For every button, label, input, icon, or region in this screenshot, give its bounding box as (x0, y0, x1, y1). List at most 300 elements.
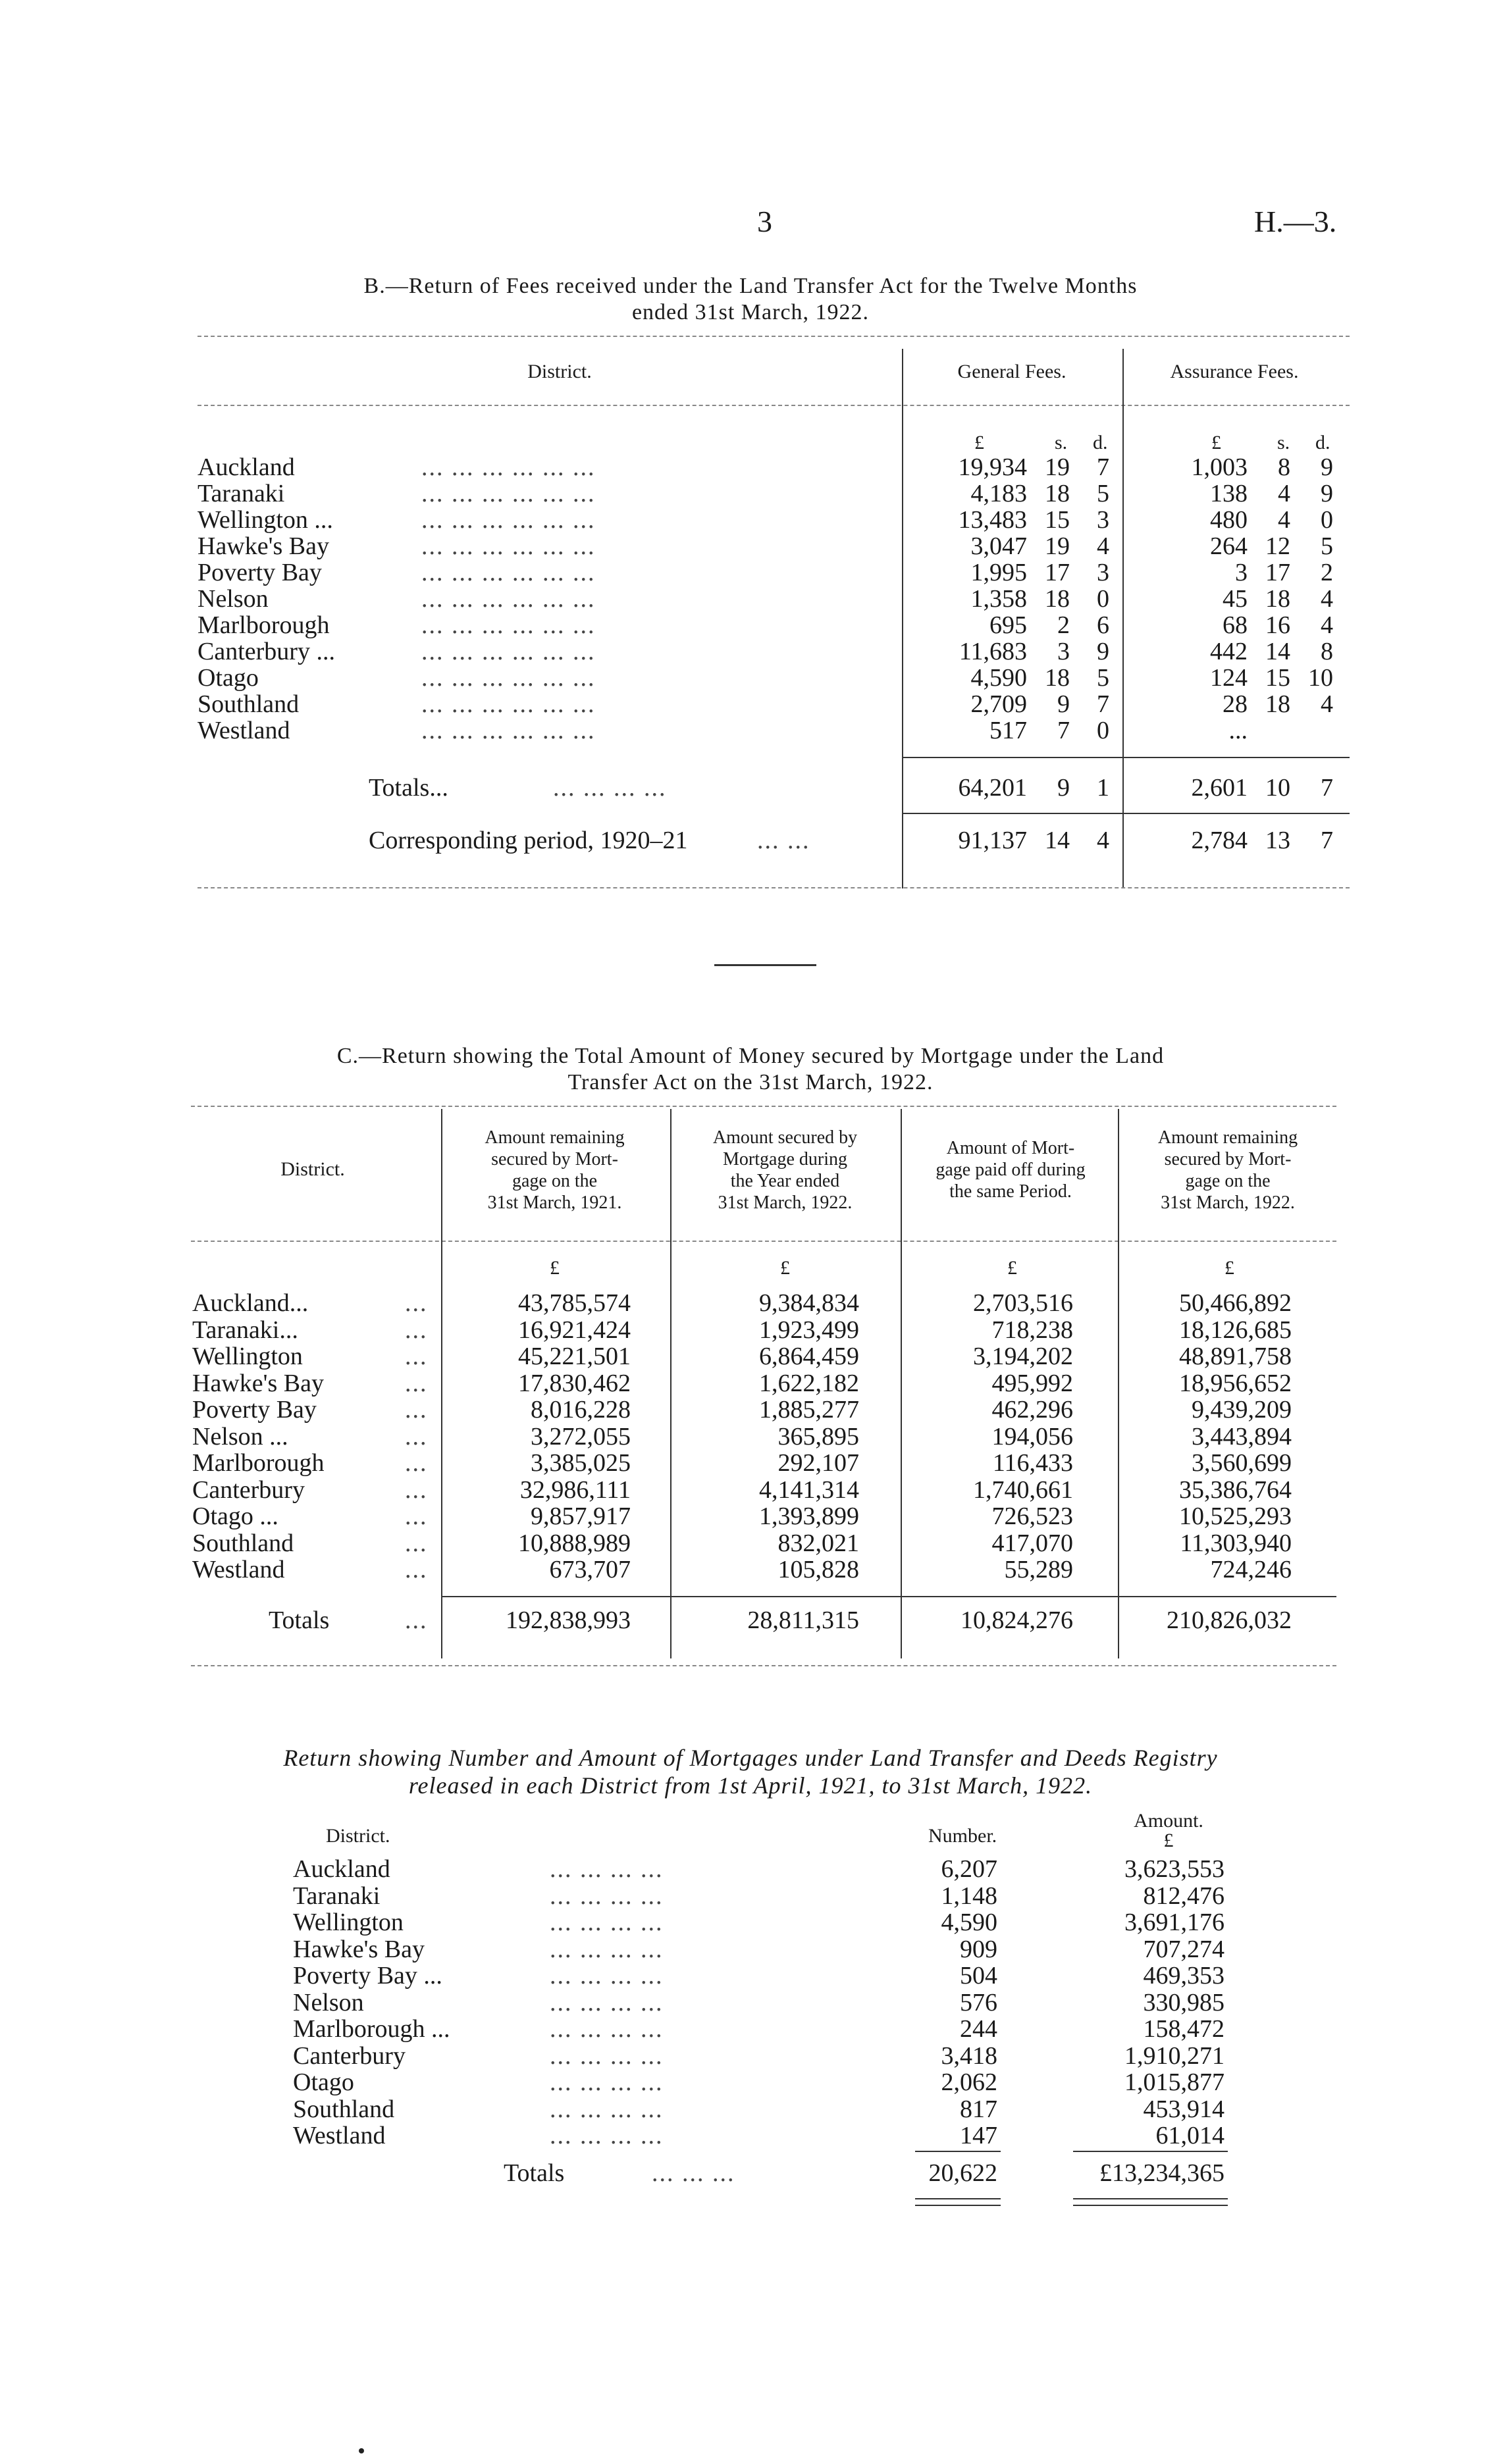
assurance-fees-pounds: 1,003 (1191, 453, 1248, 481)
total-count: 20,622 (928, 2159, 997, 2187)
general-fees-shillings: 7 (1057, 717, 1070, 744)
general-fees-pounds: 13,483 (958, 506, 1027, 534)
header-line: Amount of Mort- (946, 1138, 1075, 1158)
amount-label: Amount. (1134, 1810, 1203, 1832)
table-row (0, 1555, 1501, 1581)
table-row (0, 584, 1501, 611)
table-row (0, 690, 1501, 716)
paid-off: 116,433 (992, 1449, 1073, 1477)
assurance-fees-shillings: 12 (1265, 532, 1290, 560)
district-name: Taranaki (293, 1882, 381, 1910)
mortgage-count: 3,418 (941, 2042, 997, 2070)
previous-period-row (0, 826, 1501, 852)
assurance-fees-pence: 10 (1308, 664, 1333, 692)
mortgage-amount: 1,015,877 (1124, 2068, 1224, 2096)
total-assurance-pounds: 2,601 (1191, 774, 1248, 802)
section-d-title-line2: released in each District from 1st April, 1921, to 31st March, 1922. (408, 1772, 1093, 1799)
district-name: Hawke's Bay (192, 1370, 324, 1397)
general-fees-pence: 9 (1097, 638, 1109, 665)
assurance-fees-pounds: 68 (1223, 611, 1248, 639)
divider (915, 2151, 1001, 2152)
district-name: Otago (293, 2068, 354, 2096)
header-line: Amount remaining (1157, 1127, 1298, 1148)
table-row (0, 1988, 1501, 2015)
general-fees-shillings: 3 (1057, 638, 1070, 665)
mortgage-amount: 469,353 (1143, 1962, 1224, 1989)
totals-label: Totals... (369, 774, 448, 802)
leader-dots: ... (405, 1316, 428, 1344)
remaining-1921: 16,921,424 (518, 1316, 631, 1344)
column-header-district: District. (280, 1158, 345, 1180)
leader-dots: ... ... (757, 827, 810, 854)
table-row (0, 637, 1501, 663)
section-separator (714, 964, 816, 966)
assurance-fees-pence: 5 (1321, 532, 1333, 560)
district-name: Westland (198, 717, 290, 744)
remaining-1921: 10,888,989 (518, 1529, 631, 1557)
secured-during-year: 6,864,459 (759, 1343, 859, 1370)
assurance-fees-shillings: 17 (1265, 559, 1290, 586)
table-row (0, 2041, 1501, 2068)
district-name: Wellington (192, 1343, 303, 1370)
general-fees-shillings: 19 (1045, 532, 1070, 560)
divider (198, 405, 1350, 406)
table-row (0, 2121, 1501, 2147)
previous-general-shillings: 14 (1045, 827, 1070, 854)
page-number: 3 (757, 205, 772, 238)
general-fees-pounds: 4,590 (970, 664, 1027, 692)
district-name: Taranaki... (192, 1316, 298, 1344)
assurance-fees-pounds: 45 (1223, 585, 1248, 613)
secured-during-year: 365,895 (777, 1423, 859, 1450)
leader-dots: ... (405, 1476, 428, 1504)
remaining-1922: 48,891,758 (1179, 1343, 1292, 1370)
remaining-1921: 673,707 (549, 1556, 631, 1583)
total-general-pence: 1 (1097, 774, 1109, 802)
mortgage-count: 2,062 (941, 2068, 997, 2096)
leader-dots: ... (405, 1343, 428, 1370)
totals-row (0, 773, 1501, 800)
section-c-title (151, 1043, 1350, 1096)
secured-during-year: 292,107 (777, 1449, 859, 1477)
leader-dots: ... (405, 1606, 428, 1634)
unit-pence: d. (1093, 432, 1108, 453)
leader-dots: ... (405, 1529, 428, 1557)
district-name: Otago ... (192, 1502, 278, 1530)
unit-pounds: £ (1163, 1830, 1174, 1851)
mortgage-amount: 330,985 (1143, 1989, 1224, 2016)
paid-off: 2,703,516 (973, 1289, 1073, 1317)
leader-dots: ... ... ... ... (550, 2042, 664, 2070)
mortgage-amount: 158,472 (1143, 2015, 1224, 2043)
assurance-fees-pounds: 442 (1210, 638, 1248, 665)
leader-dots: ... ... ... ... ... ... (421, 717, 596, 744)
table-row (0, 1502, 1501, 1528)
header-line: gage on the (512, 1171, 598, 1191)
total-amount: £13,234,365 (1099, 2159, 1224, 2187)
leader-dots: ... (405, 1370, 428, 1397)
mortgage-count: 1,148 (941, 1882, 997, 1910)
remaining-1921: 3,272,055 (531, 1423, 631, 1450)
previous-general-pounds: 91,137 (958, 827, 1027, 854)
unit-pounds: £ (780, 1257, 790, 1279)
general-fees-pounds: 517 (989, 717, 1027, 744)
mortgage-amount: 3,691,176 (1124, 1909, 1224, 1936)
column-header-remaining-1922 (1119, 1127, 1336, 1214)
table-row (0, 2015, 1501, 2041)
general-fees-shillings: 17 (1045, 559, 1070, 586)
section-b-title-line1: B.—Return of Fees received under the Land Transfer Act for the Twelve Months (363, 274, 1138, 298)
general-fees-pounds: 1,358 (970, 585, 1027, 613)
assurance-fees-pounds: 264 (1210, 532, 1248, 560)
leader-dots: ... ... ... ... ... ... (421, 480, 596, 507)
previous-period-label: Corresponding period, 1920–21 (369, 827, 688, 854)
district-name: Hawke's Bay (198, 532, 329, 560)
leader-dots: ... ... ... ... ... ... (421, 638, 596, 665)
general-fees-shillings: 19 (1045, 453, 1070, 481)
leader-dots: ... ... ... ... ... ... (421, 453, 596, 481)
unit-pence: d. (1315, 432, 1330, 453)
paid-off: 718,238 (991, 1316, 1073, 1344)
mortgage-amount: 453,914 (1143, 2095, 1224, 2123)
column-header-general-fees: General Fees. (957, 361, 1066, 382)
table-row (0, 1342, 1501, 1368)
remaining-1922: 3,443,894 (1192, 1423, 1292, 1450)
district-name: Westland (192, 1556, 285, 1583)
table-row (0, 1316, 1501, 1342)
general-fees-pence: 4 (1097, 532, 1109, 560)
table-row (0, 1289, 1501, 1315)
general-fees-pounds: 2,709 (970, 690, 1027, 718)
leader-dots: ... ... ... ... ... ... (421, 664, 596, 692)
mortgage-count: 244 (960, 2015, 997, 2043)
remaining-1922: 35,386,764 (1179, 1476, 1292, 1504)
secured-during-year: 4,141,314 (759, 1476, 859, 1504)
section-b-title-line2: ended 31st March, 1922. (631, 300, 870, 324)
assurance-fees-shillings: 16 (1265, 611, 1290, 639)
divider (191, 1241, 1336, 1242)
table-row (0, 1422, 1501, 1449)
assurance-fees-shillings: 18 (1265, 585, 1290, 613)
leader-dots: ... ... ... ... ... ... (421, 506, 596, 534)
column-header-assurance-fees: Assurance Fees. (1170, 361, 1299, 382)
district-name: Marlborough (198, 611, 330, 639)
remaining-1922: 11,303,940 (1180, 1529, 1292, 1557)
remaining-1922: 9,439,209 (1192, 1396, 1292, 1424)
section-c-title-line1: C.—Return showing the Total Amount of Money secured by Mortgage under the Land (336, 1044, 1165, 1068)
assurance-fees-pounds: 124 (1210, 664, 1248, 692)
total-paid-off: 10,824,276 (961, 1606, 1073, 1634)
remaining-1921: 45,221,501 (518, 1343, 631, 1370)
header-line: Amount remaining (485, 1127, 625, 1148)
assurance-fees-shillings: 4 (1278, 506, 1290, 534)
divider (1073, 2198, 1228, 2199)
leader-dots: ... ... ... ... (550, 1909, 664, 1936)
divider (1073, 2151, 1228, 2152)
column-header-number: Number. (928, 1825, 997, 1847)
table-row (0, 532, 1501, 558)
section-d-title (151, 1744, 1350, 1799)
divider (198, 887, 1350, 888)
general-fees-pence: 6 (1097, 611, 1109, 639)
general-fees-pounds: 1,995 (970, 559, 1027, 586)
total-assurance-shillings: 10 (1265, 774, 1290, 802)
divider (441, 1596, 1336, 1597)
section-d-title-line1: Return showing Number and Amount of Mortgages under Land Transfer and Deeds Registry (283, 1745, 1218, 1771)
assurance-fees-pounds: 138 (1210, 480, 1248, 507)
mortgage-count: 817 (960, 2095, 997, 2123)
table-row (0, 716, 1501, 742)
leader-dots: ... ... ... ... (550, 1989, 664, 2016)
table-row (0, 1476, 1501, 1502)
unit-pounds: £ (1224, 1257, 1234, 1279)
table-row (0, 1935, 1501, 1961)
district-name: Canterbury (192, 1476, 305, 1504)
unit-shillings: s. (1277, 432, 1290, 453)
table-row (0, 479, 1501, 505)
general-fees-shillings: 18 (1045, 585, 1070, 613)
general-fees-shillings: 18 (1045, 480, 1070, 507)
district-name: Canterbury ... (198, 638, 335, 665)
divider (191, 1106, 1336, 1107)
column-header-remaining-1921 (441, 1127, 668, 1214)
header-line: 31st March, 1921. (487, 1193, 622, 1213)
district-name: Wellington ... (198, 506, 333, 534)
district-name: Nelson (293, 1989, 364, 2016)
mortgage-count: 4,590 (941, 1909, 997, 1936)
unit-pounds: £ (1211, 432, 1221, 453)
general-fees-pence: 0 (1097, 717, 1109, 744)
district-name: Auckland (293, 1855, 390, 1883)
totals-label: Totals (504, 2159, 565, 2187)
district-name: Taranaki (198, 480, 285, 507)
district-name: Marlborough ... (293, 2015, 450, 2043)
column-header-secured-during-year (672, 1127, 899, 1214)
mortgage-amount: 707,274 (1143, 1936, 1224, 1963)
secured-during-year: 1,923,499 (759, 1316, 859, 1344)
divider (915, 2205, 1001, 2206)
paid-off: 1,740,661 (973, 1476, 1073, 1504)
column-header-amount (1119, 1811, 1218, 1851)
remaining-1921: 32,986,111 (519, 1476, 631, 1504)
unit-pounds: £ (974, 432, 984, 453)
column-header-district: District. (527, 361, 592, 382)
district-name: Wellington (293, 1909, 404, 1936)
secured-during-year: 1,622,182 (759, 1370, 859, 1397)
leader-dots: ... ... ... ... (550, 2015, 664, 2043)
district-name: Nelson ... (192, 1423, 288, 1450)
general-fees-pence: 0 (1097, 585, 1109, 613)
paid-off: 55,289 (1004, 1556, 1073, 1583)
table-row (0, 2068, 1501, 2094)
general-fees-pence: 7 (1097, 690, 1109, 718)
general-fees-pounds: 3,047 (970, 532, 1027, 560)
secured-during-year: 105,828 (777, 1556, 859, 1583)
total-remaining-1921: 192,838,993 (506, 1606, 631, 1634)
previous-assurance-pence: 7 (1321, 827, 1333, 854)
assurance-fees-pence: 4 (1321, 690, 1333, 718)
secured-during-year: 1,885,277 (759, 1396, 859, 1424)
table-row (0, 1529, 1501, 1555)
assurance-fees-pence: 4 (1321, 585, 1333, 613)
general-fees-pounds: 11,683 (959, 638, 1027, 665)
paid-off: 194,056 (991, 1423, 1073, 1450)
general-fees-shillings: 18 (1045, 664, 1070, 692)
district-name: Poverty Bay (192, 1396, 317, 1424)
table-row (0, 1369, 1501, 1395)
table-row (0, 1395, 1501, 1422)
general-fees-shillings: 15 (1045, 506, 1070, 534)
general-fees-pence: 5 (1097, 480, 1109, 507)
general-fees-pounds: 695 (989, 611, 1027, 639)
assurance-fees-pence: 8 (1321, 638, 1333, 665)
district-name: Southland (198, 690, 300, 718)
leader-dots: ... ... ... ... (550, 2095, 664, 2123)
totals-row (0, 2159, 1501, 2185)
previous-assurance-pounds: 2,784 (1191, 827, 1248, 854)
unit-shillings: s. (1055, 432, 1068, 453)
column-header-district: District. (326, 1825, 390, 1847)
column-header-paid-off (902, 1137, 1119, 1202)
leader-dots: ... ... ... ... (550, 1855, 664, 1883)
assurance-fees-pounds: ... (1228, 717, 1248, 744)
totals-label: Totals (269, 1606, 330, 1634)
table-row (0, 558, 1501, 584)
ink-dot (359, 2448, 364, 2453)
mortgage-count: 576 (960, 1989, 997, 2016)
mortgage-count: 6,207 (941, 1855, 997, 1883)
district-name: Auckland (198, 453, 295, 481)
header-line: gage paid off during (935, 1160, 1086, 1180)
paid-off: 3,194,202 (973, 1343, 1073, 1370)
table-row (0, 2095, 1501, 2121)
table-row (0, 1449, 1501, 1475)
header-line: the same Period. (949, 1181, 1072, 1202)
remaining-1922: 724,246 (1210, 1556, 1292, 1583)
total-remaining-1922: 210,826,032 (1167, 1606, 1292, 1634)
page-reference: H.—3. (1254, 205, 1337, 238)
remaining-1921: 9,857,917 (531, 1502, 631, 1530)
leader-dots: ... ... ... ... (553, 774, 667, 802)
total-secured-during-year: 28,811,315 (747, 1606, 859, 1634)
remaining-1921: 3,385,025 (531, 1449, 631, 1477)
header-line: secured by Mort- (1164, 1149, 1292, 1169)
general-fees-shillings: 2 (1057, 611, 1070, 639)
leader-dots: ... ... ... (652, 2159, 735, 2187)
leader-dots: ... ... ... ... (550, 2122, 664, 2149)
mortgage-amount: 3,623,553 (1124, 1855, 1224, 1883)
table-row (0, 611, 1501, 637)
assurance-fees-pence: 9 (1321, 480, 1333, 507)
assurance-fees-shillings: 4 (1278, 480, 1290, 507)
total-general-pounds: 64,201 (958, 774, 1027, 802)
divider (198, 336, 1350, 337)
leader-dots: ... ... ... ... ... ... (421, 532, 596, 560)
assurance-fees-shillings: 8 (1278, 453, 1290, 481)
district-name: Nelson (198, 585, 269, 613)
leader-dots: ... ... ... ... (550, 1936, 664, 1963)
paid-off: 726,523 (991, 1502, 1073, 1530)
assurance-fees-shillings: 18 (1265, 690, 1290, 718)
district-name: Southland (293, 2095, 395, 2123)
leader-dots: ... (405, 1289, 428, 1317)
header-line: Mortgage during (723, 1149, 847, 1169)
leader-dots: ... ... ... ... (550, 2068, 664, 2096)
leader-dots: ... (405, 1556, 428, 1583)
section-b-title (151, 273, 1350, 326)
assurance-fees-pence: 4 (1321, 611, 1333, 639)
table-row (0, 1855, 1501, 1881)
previous-general-pence: 4 (1097, 827, 1109, 854)
divider (191, 1665, 1336, 1666)
divider (902, 757, 1350, 758)
mortgage-count: 147 (960, 2122, 997, 2149)
leader-dots: ... ... ... ... ... ... (421, 611, 596, 639)
section-c-title-line2: Transfer Act on the 31st March, 1922. (567, 1070, 934, 1094)
leader-dots: ... (405, 1423, 428, 1450)
leader-dots: ... (405, 1396, 428, 1424)
general-fees-pence: 5 (1097, 664, 1109, 692)
leader-dots: ... ... ... ... (550, 1962, 664, 1989)
assurance-fees-pounds: 480 (1210, 506, 1248, 534)
assurance-fees-pounds: 3 (1235, 559, 1248, 586)
paid-off: 417,070 (991, 1529, 1073, 1557)
previous-assurance-shillings: 13 (1265, 827, 1290, 854)
total-general-shillings: 9 (1057, 774, 1070, 802)
paid-off: 495,992 (991, 1370, 1073, 1397)
district-name: Canterbury (293, 2042, 406, 2070)
assurance-fees-shillings: 14 (1265, 638, 1290, 665)
mortgage-amount: 812,476 (1143, 1882, 1224, 1910)
table-row (0, 663, 1501, 690)
general-fees-pounds: 4,183 (970, 480, 1027, 507)
unit-pounds: £ (1007, 1257, 1017, 1279)
remaining-1922: 3,560,699 (1192, 1449, 1292, 1477)
table-row (0, 453, 1501, 479)
district-name: Otago (198, 664, 259, 692)
secured-during-year: 9,384,834 (759, 1289, 859, 1317)
remaining-1922: 18,126,685 (1179, 1316, 1292, 1344)
mortgage-amount: 1,910,271 (1124, 2042, 1224, 2070)
general-fees-pence: 3 (1097, 506, 1109, 534)
header-line: Amount secured by (712, 1127, 858, 1148)
mortgage-count: 504 (960, 1962, 997, 1989)
remaining-1921: 17,830,462 (518, 1370, 631, 1397)
general-fees-shillings: 9 (1057, 690, 1070, 718)
leader-dots: ... ... ... ... ... ... (421, 585, 596, 613)
district-name: Hawke's Bay (293, 1936, 425, 1963)
remaining-1922: 18,956,652 (1179, 1370, 1292, 1397)
assurance-fees-pence: 2 (1321, 559, 1333, 586)
header-line: 31st March, 1922. (718, 1193, 853, 1213)
table-row (0, 505, 1501, 532)
divider (902, 813, 1350, 814)
leader-dots: ... ... ... ... ... ... (421, 690, 596, 718)
table-row (0, 1961, 1501, 1988)
unit-pounds: £ (550, 1257, 560, 1279)
remaining-1922: 10,525,293 (1179, 1502, 1292, 1530)
header-line: the Year ended (730, 1171, 840, 1191)
general-fees-pounds: 19,934 (958, 453, 1027, 481)
secured-during-year: 1,393,899 (759, 1502, 859, 1530)
remaining-1921: 43,785,574 (518, 1289, 631, 1317)
assurance-fees-shillings: 15 (1265, 664, 1290, 692)
totals-row (0, 1606, 1501, 1632)
district-name: Auckland... (192, 1289, 309, 1317)
remaining-1921: 8,016,228 (531, 1396, 631, 1424)
district-name: Poverty Bay ... (293, 1962, 442, 1989)
header-line: secured by Mort- (491, 1149, 618, 1169)
